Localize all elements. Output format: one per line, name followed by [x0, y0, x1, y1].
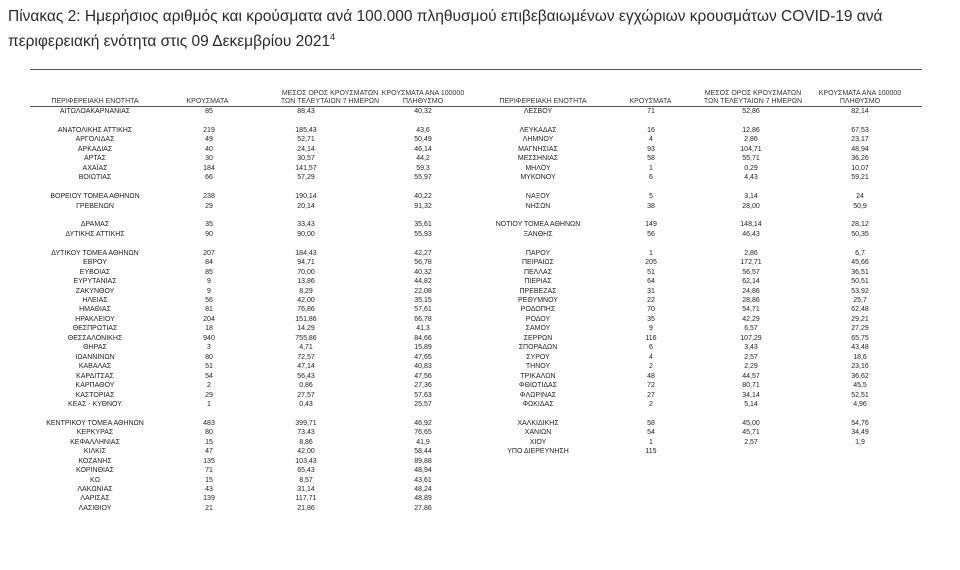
right-row-name: ΡΟΔΟΠΗΣ — [520, 306, 556, 314]
left-row-per100k: 66,78 — [414, 315, 432, 323]
right-row-avg: 2,86 — [744, 136, 758, 144]
left-row-avg: 14,29 — [297, 325, 315, 333]
right-row-cases: 51 — [647, 268, 655, 276]
title-footnote-marker: 4 — [330, 32, 336, 42]
left-row-name: ΔΥΤΙΚΗΣ ΑΤΤΙΚΗΣ — [65, 230, 125, 238]
left-row-cases: 21 — [205, 504, 213, 512]
left-row-per100k: 56,78 — [414, 259, 432, 267]
left-row-name: ΗΡΑΚΛΕΙΟΥ — [75, 315, 115, 323]
right-row-name: ΤΗΝΟΥ — [525, 363, 551, 371]
right-row-avg: 4,43 — [744, 174, 758, 182]
right-row-name: ΦΘΙΩΤΙΔΑΣ — [518, 382, 558, 390]
right-header-unit: ΠΕΡΙΦΕΡΕΙΑΚΗ ΕΝΟΤΗΤΑ — [499, 98, 587, 105]
right-row-name: ΣΑΜΟΥ — [525, 325, 551, 333]
right-row-name: ΜΑΓΝΗΣΙΑΣ — [518, 145, 558, 153]
left-row-avg: 141,57 — [295, 164, 317, 172]
right-row-avg: 24,86 — [742, 287, 760, 295]
left-row-name: ΑΡΓΟΛΙΔΑΣ — [75, 136, 115, 144]
left-row-avg: 57,29 — [297, 174, 315, 182]
left-row-cases: 47 — [205, 448, 213, 456]
right-row-cases: 115 — [645, 448, 657, 456]
right-row-cases: 35 — [647, 315, 655, 323]
left-row-cases: 66 — [205, 174, 213, 182]
left-row-per100k: 27,86 — [414, 504, 432, 512]
right-row-per100k: 45,66 — [851, 259, 869, 267]
left-row-name: ΕΒΡΟΥ — [83, 259, 107, 267]
left-row-name: ΚΕΑΣ - ΚΥΘΝΟΥ — [68, 400, 122, 408]
left-row-per100k: 59,3 — [416, 164, 430, 172]
right-row-name: ΜΥΚΟΝΟΥ — [520, 174, 556, 182]
left-row-per100k: 47,56 — [414, 372, 432, 380]
left-row-per100k: 48,94 — [414, 467, 432, 475]
left-row-per100k: 27,36 — [414, 382, 432, 390]
right-row-name: ΧΑΝΙΩΝ — [524, 429, 552, 437]
right-row-cases: 58 — [647, 419, 655, 427]
left-row-avg: 8,57 — [299, 476, 313, 484]
right-row-per100k: 62,48 — [851, 306, 869, 314]
left-row-cases: 35 — [205, 221, 213, 229]
right-row-per100k: 67,53 — [851, 126, 869, 134]
right-row-cases: 27 — [647, 391, 655, 399]
left-row-cases: 54 — [205, 372, 213, 380]
right-row-per100k: 36,62 — [851, 372, 869, 380]
left-row-avg: 27,57 — [297, 391, 315, 399]
left-row-avg: 0,86 — [299, 382, 313, 390]
left-row-name: ΗΛΕΙΑΣ — [82, 297, 108, 304]
left-row-cases: 80 — [205, 353, 213, 361]
right-row-cases: 56 — [647, 230, 655, 238]
left-row-avg: 184,43 — [295, 249, 317, 257]
right-row-cases: 64 — [647, 278, 655, 286]
right-row-per100k: 28,12 — [851, 221, 869, 229]
right-row-name: ΜΕΣΣΗΝΙΑΣ — [517, 155, 559, 163]
left-row-avg: 8,29 — [299, 287, 313, 295]
right-row-avg: 2,57 — [744, 353, 758, 361]
right-row-name: ΠΑΡΟΥ — [525, 249, 551, 257]
left-row-name: ΗΜΑΘΙΑΣ — [79, 306, 111, 314]
left-row-avg: 21,86 — [297, 504, 315, 512]
right-row-cases: 22 — [647, 297, 655, 304]
page-title — [8, 6, 948, 52]
left-row-per100k: 50,49 — [414, 136, 432, 144]
left-row-name: ΒΟΡΕΙΟΥ ΤΟΜΕΑ ΑΘΗΝΩΝ — [50, 193, 140, 201]
left-row-per100k: 35,15 — [414, 297, 432, 304]
right-row-per100k: 82,14 — [851, 108, 869, 115]
right-row-avg: 12,86 — [742, 126, 760, 134]
right-row-cases: 71 — [647, 108, 655, 115]
right-row-cases: 2 — [649, 400, 653, 408]
right-row-per100k: 24 — [856, 193, 864, 201]
left-row-per100k: 48,89 — [414, 495, 432, 503]
left-row-per100k: 40,22 — [414, 193, 432, 201]
right-row-name: ΦΛΩΡΙΝΑΣ — [519, 391, 557, 399]
left-row-per100k: 84,66 — [414, 334, 432, 342]
left-row-name: ΑΝΑΤΟΛΙΚΗΣ ΑΤΤΙΚΗΣ — [57, 126, 133, 134]
left-row-avg: 399,71 — [295, 419, 317, 427]
right-row-avg: 6,57 — [744, 325, 758, 333]
left-row-cases: 15 — [205, 438, 213, 446]
left-row-avg: 88,43 — [297, 108, 315, 115]
right-row-avg: 3,14 — [744, 193, 758, 201]
right-row-per100k: 25,7 — [853, 297, 867, 304]
left-row-cases: 85 — [205, 108, 213, 115]
left-row-name: ΚΑΒΑΛΑΣ — [78, 363, 112, 371]
left-row-per100k: 41,9 — [416, 438, 430, 446]
right-row-avg: 28,00 — [742, 202, 760, 210]
right-row-avg: 172,71 — [740, 259, 762, 267]
left-row-cases: 139 — [203, 495, 215, 503]
left-row-avg: 103,43 — [295, 457, 317, 465]
left-row-avg: 94,71 — [297, 259, 315, 267]
left-row-avg: 0,43 — [299, 400, 313, 408]
right-row-avg: 5,14 — [744, 400, 758, 408]
left-row-per100k: 15,89 — [414, 344, 432, 352]
left-row-name: ΙΩΑΝΝΙΝΩΝ — [75, 353, 115, 361]
left-row-avg: 56,43 — [297, 372, 315, 380]
right-row-per100k: 50,35 — [851, 230, 869, 238]
left-row-cases: 51 — [205, 363, 213, 371]
left-row-name: ΚΕΝΤΡΙΚΟΥ ΤΟΜΕΑ ΑΘΗΝΩΝ — [46, 419, 144, 427]
left-row-per100k: 55,93 — [414, 230, 432, 238]
left-row-per100k: 44,2 — [416, 155, 430, 163]
left-row-cases: 81 — [205, 306, 213, 314]
right-row-avg: 52,86 — [742, 108, 760, 115]
right-row-avg: 44,57 — [742, 372, 760, 380]
right-row-avg: 62,14 — [742, 278, 760, 286]
right-row-avg: 45,00 — [742, 419, 760, 427]
left-row-cases: 90 — [205, 230, 213, 238]
table-top-rule — [30, 69, 922, 70]
left-row-cases: 85 — [205, 268, 213, 276]
left-row-cases: 15 — [205, 476, 213, 484]
right-row-name: ΤΡΙΚΑΛΩΝ — [520, 372, 556, 380]
right-row-name: ΥΠΟ ΔΙΕΡΕΥΝΗΣΗ — [507, 448, 569, 456]
right-row-cases: 58 — [647, 155, 655, 163]
right-row-cases: 2 — [649, 363, 653, 371]
left-row-name: ΘΕΣΠΡΩΤΙΑΣ — [72, 325, 118, 333]
right-row-name: ΠΕΙΡΑΙΩΣ — [522, 259, 554, 267]
left-row-per100k: 40,32 — [414, 108, 432, 115]
right-row-cases: 149 — [645, 221, 657, 229]
left-row-name: ΑΡΚΑΔΙΑΣ — [77, 145, 113, 153]
right-row-avg: 148,14 — [740, 221, 762, 229]
left-row-cases: 1 — [207, 400, 211, 408]
left-row-name: ΖΑΚΥΝΘΟΥ — [75, 287, 115, 295]
right-row-avg: 3,43 — [744, 344, 758, 352]
left-row-name: ΓΡΕΒΕΝΩΝ — [76, 202, 114, 210]
left-row-name: ΚΟΖΑΝΗΣ — [78, 457, 112, 465]
left-row-cases: 56 — [205, 297, 213, 304]
right-row-cases: 5 — [649, 193, 653, 201]
right-row-cases: 48 — [647, 372, 655, 380]
left-row-cases: 30 — [205, 155, 213, 163]
left-row-cases: 238 — [203, 193, 215, 201]
right-header-avg: ΜΕΣΟΣ ΟΡΟΣ ΚΡΟΥΣΜΑΤΩΝ ΤΩΝ ΤΕΛΕΥΤΑΙΩΝ 7 ΗΜΕΡΩΝ — [703, 90, 803, 105]
left-row-avg: 72,57 — [297, 353, 315, 361]
right-row-per100k: 29,21 — [851, 315, 869, 323]
left-row-name: ΚΙΛΚΙΣ — [83, 448, 107, 456]
right-row-avg: 55,71 — [742, 155, 760, 163]
right-row-avg: 28,86 — [742, 297, 760, 304]
left-row-avg: 70,00 — [297, 268, 315, 276]
left-header-unit: ΠΕΡΙΦΕΡΕΙΑΚΗ ΕΝΟΤΗΤΑ — [51, 98, 139, 105]
left-row-per100k: 35,61 — [414, 221, 432, 229]
left-row-cases: 29 — [205, 202, 213, 210]
left-row-avg: 52,71 — [297, 136, 315, 144]
right-row-name: ΛΗΜΝΟΥ — [522, 136, 554, 144]
left-row-name: ΛΑΚΩΝΙΑΣ — [77, 486, 113, 493]
right-row-cases: 16 — [647, 126, 655, 134]
left-row-cases: 40 — [205, 145, 213, 153]
right-row-cases: 9 — [649, 325, 653, 333]
right-row-per100k: 45,5 — [853, 382, 867, 390]
right-row-name: ΧΙΟΥ — [529, 438, 547, 446]
right-row-per100k: 10,07 — [851, 164, 869, 172]
left-row-avg: 4,71 — [299, 344, 313, 352]
left-row-per100k: 44,82 — [414, 278, 432, 286]
right-row-cases: 31 — [647, 287, 655, 295]
right-row-avg: 2,29 — [744, 363, 758, 371]
title-text: Πίνακας 2: Ημερήσιος αριθμός και κρούσματα ανά 100.000 πληθυσμού επιβεβαιωμένων εγχώριων κρουσμάτων COVID-19 ανά περιφερειακή ενότητα στις 09 Δεκεμβρίου 2021 — [8, 8, 883, 51]
right-header-per100k: ΚΡΟΥΣΜΑΤΑ ΑΝΑ 100000 ΠΛΗΘΥΣΜΟ — [818, 90, 902, 105]
right-row-per100k: 59,21 — [851, 174, 869, 182]
header-rule — [30, 106, 922, 107]
left-row-avg: 185,43 — [295, 126, 317, 134]
left-row-cases: 135 — [203, 457, 215, 465]
right-row-cases: 4 — [649, 136, 653, 144]
left-row-per100k: 76,65 — [414, 429, 432, 437]
left-row-avg: 42,00 — [297, 297, 315, 304]
left-row-name: ΕΥΒΟΙΑΣ — [79, 268, 111, 276]
left-row-name: ΛΑΣΙΘΙΟΥ — [78, 504, 112, 512]
right-row-per100k: 4,96 — [853, 400, 867, 408]
right-row-name: ΦΩΚΙΔΑΣ — [522, 400, 554, 408]
left-row-name: ΕΥΡΥΤΑΝΙΑΣ — [73, 278, 117, 286]
left-row-per100k: 89,88 — [414, 457, 432, 465]
left-row-per100k: 57,63 — [414, 391, 432, 399]
right-row-name: ΠΡΕΒΕΖΑΣ — [519, 287, 557, 295]
right-row-per100k: 23,17 — [851, 136, 869, 144]
left-row-cases: 9 — [207, 287, 211, 295]
left-header-avg: ΜΕΣΟΣ ΟΡΟΣ ΚΡΟΥΣΜΑΤΩΝ ΤΩΝ ΤΕΛΕΥΤΑΙΩΝ 7 ΗΜΕΡΩΝ — [280, 90, 380, 105]
right-row-cases: 6 — [649, 174, 653, 182]
right-row-name: ΝΗΣΩΝ — [525, 202, 551, 210]
left-row-cases: 49 — [205, 136, 213, 144]
right-row-avg: 107,29 — [740, 334, 762, 342]
left-row-avg: 151,86 — [295, 315, 317, 323]
left-row-per100k: 47,65 — [414, 353, 432, 361]
right-row-avg: 34,14 — [742, 391, 760, 399]
left-row-avg: 20,14 — [297, 202, 315, 210]
right-row-cases: 93 — [647, 145, 655, 153]
left-header-cases: ΚΡΟΥΣΜΑΤΑ — [186, 98, 229, 105]
right-row-per100k: 53,92 — [851, 287, 869, 295]
right-row-per100k: 43,48 — [851, 344, 869, 352]
left-row-name: ΚΕΡΚΥΡΑΣ — [76, 429, 114, 437]
right-row-per100k: 27,29 — [851, 325, 869, 333]
left-row-avg: 73,43 — [297, 429, 315, 437]
right-row-cases: 4 — [649, 353, 653, 361]
right-row-avg: 2,86 — [744, 249, 758, 257]
right-row-avg: 45,71 — [742, 429, 760, 437]
right-row-name: ΣΥΡΟΥ — [526, 353, 550, 361]
left-row-avg: 31,14 — [297, 486, 315, 493]
left-row-avg: 13,86 — [297, 278, 315, 286]
right-row-cases: 205 — [645, 259, 657, 267]
left-row-per100k: 91,32 — [414, 202, 432, 210]
right-row-name: ΛΕΥΚΑΔΑΣ — [519, 126, 557, 134]
left-row-per100k: 55,97 — [414, 174, 432, 182]
right-row-cases: 54 — [647, 429, 655, 437]
left-row-per100k: 58,44 — [414, 448, 432, 456]
left-row-name: ΔΥΤΙΚΟΥ ΤΟΜΕΑ ΑΘΗΝΩΝ — [51, 249, 139, 257]
left-row-per100k: 22,08 — [414, 287, 432, 295]
left-row-avg: 24,14 — [297, 145, 315, 153]
right-row-name: ΡΕΘΥΜΝΟΥ — [517, 297, 559, 304]
right-row-per100k: 18,6 — [853, 353, 867, 361]
left-row-cases: 71 — [205, 467, 213, 475]
left-row-avg: 47,14 — [297, 363, 315, 371]
left-row-cases: 43 — [205, 486, 213, 493]
left-row-name: ΚΑΡΠΑΘΟΥ — [75, 382, 115, 390]
right-row-cases: 72 — [647, 382, 655, 390]
left-row-avg: 755,86 — [295, 334, 317, 342]
right-row-name: ΝΟΤΙΟΥ ΤΟΜΕΑ ΑΘΗΝΩΝ — [495, 221, 581, 229]
left-row-cases: 940 — [203, 334, 215, 342]
left-row-cases: 84 — [205, 259, 213, 267]
left-row-cases: 3 — [207, 344, 211, 352]
left-row-name: ΚΟΡΙΝΘΙΑΣ — [76, 467, 114, 475]
left-row-cases: 184 — [203, 164, 215, 172]
left-row-name: ΚΕΦΑΛΛΗΝΙΑΣ — [70, 438, 120, 446]
right-row-per100k: 65,75 — [851, 334, 869, 342]
left-row-avg: 33,43 — [297, 221, 315, 229]
right-header-cases: ΚΡΟΥΣΜΑΤΑ — [629, 98, 672, 105]
right-row-per100k: 1,9 — [855, 438, 865, 446]
right-row-per100k: 34,49 — [851, 429, 869, 437]
right-row-name: ΞΑΝΘΗΣ — [523, 230, 553, 238]
left-row-per100k: 40,83 — [414, 363, 432, 371]
right-row-per100k: 50,51 — [851, 278, 869, 286]
right-row-avg: 80,71 — [742, 382, 760, 390]
left-row-name: ΑΧΑΪΑΣ — [82, 164, 108, 172]
right-row-cases: 1 — [649, 249, 653, 257]
left-row-avg: 76,86 — [297, 306, 315, 314]
left-row-name: ΚΑΡΔΙΤΣΑΣ — [76, 372, 114, 380]
left-row-name: ΘΕΣΣΑΛΟΝΙΚΗΣ — [67, 334, 123, 342]
right-row-name: ΣΕΡΡΩΝ — [523, 334, 553, 342]
right-row-cases: 1 — [649, 438, 653, 446]
left-row-cases: 29 — [205, 391, 213, 399]
right-row-per100k: 23,16 — [851, 363, 869, 371]
left-row-avg: 42,00 — [297, 448, 315, 456]
left-row-cases: 80 — [205, 429, 213, 437]
left-row-name: ΘΗΡΑΣ — [83, 344, 107, 352]
right-row-name: ΠΕΛΛΑΣ — [523, 268, 553, 276]
left-row-per100k: 43,6 — [416, 126, 430, 134]
left-row-cases: 18 — [205, 325, 213, 333]
left-row-name: ΛΑΡΙΣΑΣ — [80, 495, 110, 503]
right-row-name: ΣΠΟΡΑΔΩΝ — [518, 344, 558, 352]
right-row-avg: 54,71 — [742, 306, 760, 314]
left-row-cases: 2 — [207, 382, 211, 390]
left-row-avg: 65,43 — [297, 467, 315, 475]
right-row-per100k: 54,76 — [851, 419, 869, 427]
left-row-name: ΑΙΤΩΛΟΑΚΑΡΝΑΝΙΑΣ — [59, 108, 131, 115]
right-row-name: ΧΑΛΚΙΔΙΚΗΣ — [517, 419, 559, 427]
right-row-per100k: 48,94 — [851, 145, 869, 153]
left-header-per100k: ΚΡΟΥΣΜΑΤΑ ΑΝΑ 100000 ΠΛΗΘΥΣΜΟ — [381, 90, 465, 105]
right-row-per100k: 6,7 — [855, 249, 865, 257]
left-row-name: ΒΟΙΩΤΙΑΣ — [78, 174, 112, 182]
right-row-avg: 2,57 — [744, 438, 758, 446]
left-row-avg: 117,71 — [295, 495, 317, 503]
right-row-per100k: 50,9 — [853, 202, 867, 210]
right-row-per100k: 36,26 — [851, 155, 869, 163]
right-row-name: ΝΑΞΟΥ — [525, 193, 551, 201]
right-row-cases: 38 — [647, 202, 655, 210]
right-row-cases: 1 — [649, 164, 653, 172]
right-row-cases: 70 — [647, 306, 655, 314]
left-row-name: ΚΑΣΤΟΡΙΑΣ — [75, 391, 115, 399]
right-row-name: ΠΙΕΡΙΑΣ — [524, 278, 552, 286]
right-row-avg: 56,57 — [742, 268, 760, 276]
left-row-per100k: 46,92 — [414, 419, 432, 427]
left-row-avg: 90,00 — [297, 230, 315, 238]
left-row-cases: 204 — [203, 315, 215, 323]
right-row-per100k: 36,51 — [851, 268, 869, 276]
left-row-cases: 9 — [207, 278, 211, 286]
left-row-per100k: 43,61 — [414, 476, 432, 484]
right-row-name: ΜΗΛΟΥ — [525, 164, 551, 172]
left-row-avg: 30,57 — [297, 155, 315, 163]
left-row-cases: 207 — [203, 249, 215, 257]
right-row-avg: 104,71 — [740, 145, 762, 153]
left-row-name: ΔΡΑΜΑΣ — [80, 221, 110, 229]
left-row-per100k: 25,57 — [414, 400, 432, 408]
left-row-per100k: 57,61 — [414, 306, 432, 314]
left-row-per100k: 40,32 — [414, 268, 432, 276]
left-row-name: ΑΡΤΑΣ — [83, 155, 107, 163]
right-row-cases: 116 — [645, 334, 657, 342]
right-row-cases: 6 — [649, 344, 653, 352]
left-row-avg: 8,86 — [299, 438, 313, 446]
right-row-avg: 42,29 — [742, 315, 760, 323]
left-row-per100k: 46,14 — [414, 145, 432, 153]
left-row-cases: 219 — [203, 126, 215, 134]
left-row-avg: 190,14 — [295, 193, 317, 201]
left-row-per100k: 42,27 — [414, 249, 432, 257]
right-row-name: ΛΕΣΒΟΥ — [523, 108, 553, 115]
right-row-per100k: 52,51 — [851, 391, 869, 399]
right-row-name: ΡΟΔΟΥ — [525, 315, 551, 323]
right-row-avg: 46,43 — [742, 230, 760, 238]
left-row-name: ΚΩ — [90, 476, 100, 484]
left-row-cases: 483 — [203, 419, 215, 427]
right-row-avg: 0,29 — [744, 164, 758, 172]
left-row-per100k: 48,24 — [414, 486, 432, 493]
left-row-per100k: 41,3 — [416, 325, 430, 333]
